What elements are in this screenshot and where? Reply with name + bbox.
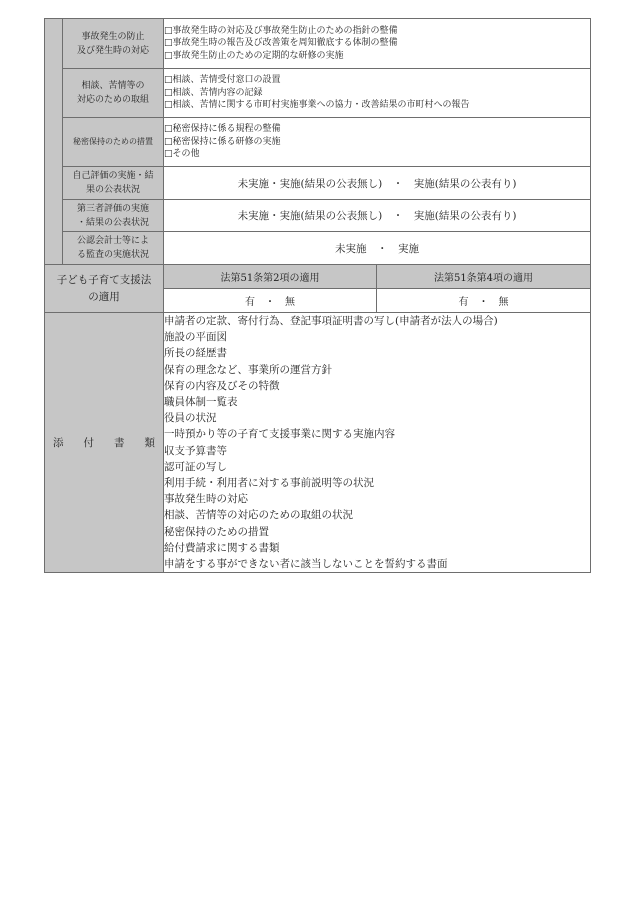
checkbox-item[interactable]: □相談、苦情に関する市町村実施事業への協力・改善結果の市町村への報告 [164, 100, 470, 111]
label-attachments [45, 313, 164, 573]
label-line: ・結果の公表状況 [76, 217, 149, 228]
label-line: の適用 [88, 290, 120, 303]
checkbox-item[interactable]: □事故発生防止のための定期的な研修の実施 [164, 50, 344, 61]
third-party-evaluation-options[interactable]: 未実施・実施(結果の公表無し) ・ 実施(結果の公表有り) [164, 200, 591, 232]
attachment-item: 相談、苦情等の対応のための取組の状況 [164, 509, 353, 522]
checkbox-item[interactable]: □相談、苦情内容の記録 [164, 87, 263, 98]
label-support-law [45, 265, 164, 313]
header-article-51-4: 法第51条第4項の適用 [377, 265, 591, 289]
label-audit [63, 232, 164, 265]
attachment-item: 秘密保持のための措置 [164, 525, 269, 538]
label-char: 添 [53, 437, 64, 450]
checkbox-item[interactable]: □事故発生時の報告及び改善策を周知徹底する体制の整備 [164, 38, 398, 49]
label-confidentiality [63, 118, 164, 167]
header-article-51-2: 法第51条第2項の適用 [164, 265, 377, 289]
label-self-evaluation [63, 167, 164, 200]
attachment-item: 給付費請求に関する書類 [164, 541, 280, 554]
attachment-item: 一時預かり等の子育て支援事業に関する実施内容 [164, 428, 395, 441]
checkbox-item[interactable]: □事故発生時の対応及び事故発生防止のための指針の整備 [164, 25, 398, 36]
application-form-table [44, 18, 591, 573]
label-char: 書 [114, 437, 125, 450]
attachment-item: 事故発生時の対応 [164, 493, 248, 506]
checkbox-item[interactable]: □秘密保持に係る規程の整備 [164, 124, 281, 135]
label-line: 第三者評価の実施 [76, 203, 149, 214]
attachment-item: 保育の内容及びその特徴 [164, 379, 280, 392]
label-line: 秘密保持のための措置 [73, 137, 153, 146]
attachment-item: 役員の状況 [164, 412, 217, 425]
checkbox-item[interactable]: □その他 [164, 149, 200, 160]
attachment-item: 収支予算書等 [164, 444, 227, 457]
label-line: 自己評価の実施・結 [72, 171, 154, 181]
checklist-complaint-handling [164, 69, 591, 118]
attachments-list [164, 313, 591, 573]
attachment-item: 保育の理念など、事業所の運営方針 [164, 363, 332, 376]
checkbox-item[interactable]: □相談、苦情受付窓口の設置 [164, 75, 281, 86]
section-side-bar [45, 19, 63, 265]
article-51-4-options[interactable]: 有 ・ 無 [377, 289, 591, 313]
label-complaint-handling [63, 69, 164, 118]
label-third-party-evaluation [63, 200, 164, 232]
label-line: 相談、苦情等の [81, 81, 145, 91]
checklist-accident-prevention [164, 19, 591, 69]
label-line: 対応のための取組 [76, 95, 149, 105]
label-accident-prevention [63, 19, 164, 69]
self-evaluation-options[interactable]: 未実施・実施(結果の公表無し) ・ 実施(結果の公表有り) [164, 167, 591, 200]
audit-options[interactable]: 未実施 ・ 実施 [164, 232, 591, 265]
attachment-item: 申請者の定款、寄付行為、登記事項証明書の写し(申請者が法人の場合) [164, 315, 498, 327]
attachment-item: 申請をする事ができない者に該当しないことを誓約する書面 [164, 558, 448, 571]
label-line: 及び発生時の対応 [76, 45, 149, 56]
label-char: 類 [144, 437, 155, 450]
label-line: 事故発生の防止 [81, 31, 145, 42]
label-char: 付 [83, 437, 94, 450]
attachment-item: 職員体制一覧表 [164, 396, 238, 409]
label-line: 子ども子育て支援法 [56, 273, 152, 286]
article-51-2-options[interactable]: 有 ・ 無 [164, 289, 377, 313]
attachment-item: 所長の経歴書 [164, 347, 227, 360]
attachment-item: 認可証の写し [164, 460, 227, 473]
checkbox-item[interactable]: □秘密保持に係る研修の実施 [164, 136, 281, 147]
attachment-item: 施設の平面図 [164, 331, 227, 344]
label-line: る監査の実施状況 [76, 250, 149, 260]
label-line: 果の公表状況 [85, 185, 140, 195]
attachment-item: 利用手続・利用者に対する事前説明等の状況 [164, 477, 374, 490]
checklist-confidentiality [164, 118, 591, 167]
label-line: 公認会計士等によ [76, 236, 149, 246]
